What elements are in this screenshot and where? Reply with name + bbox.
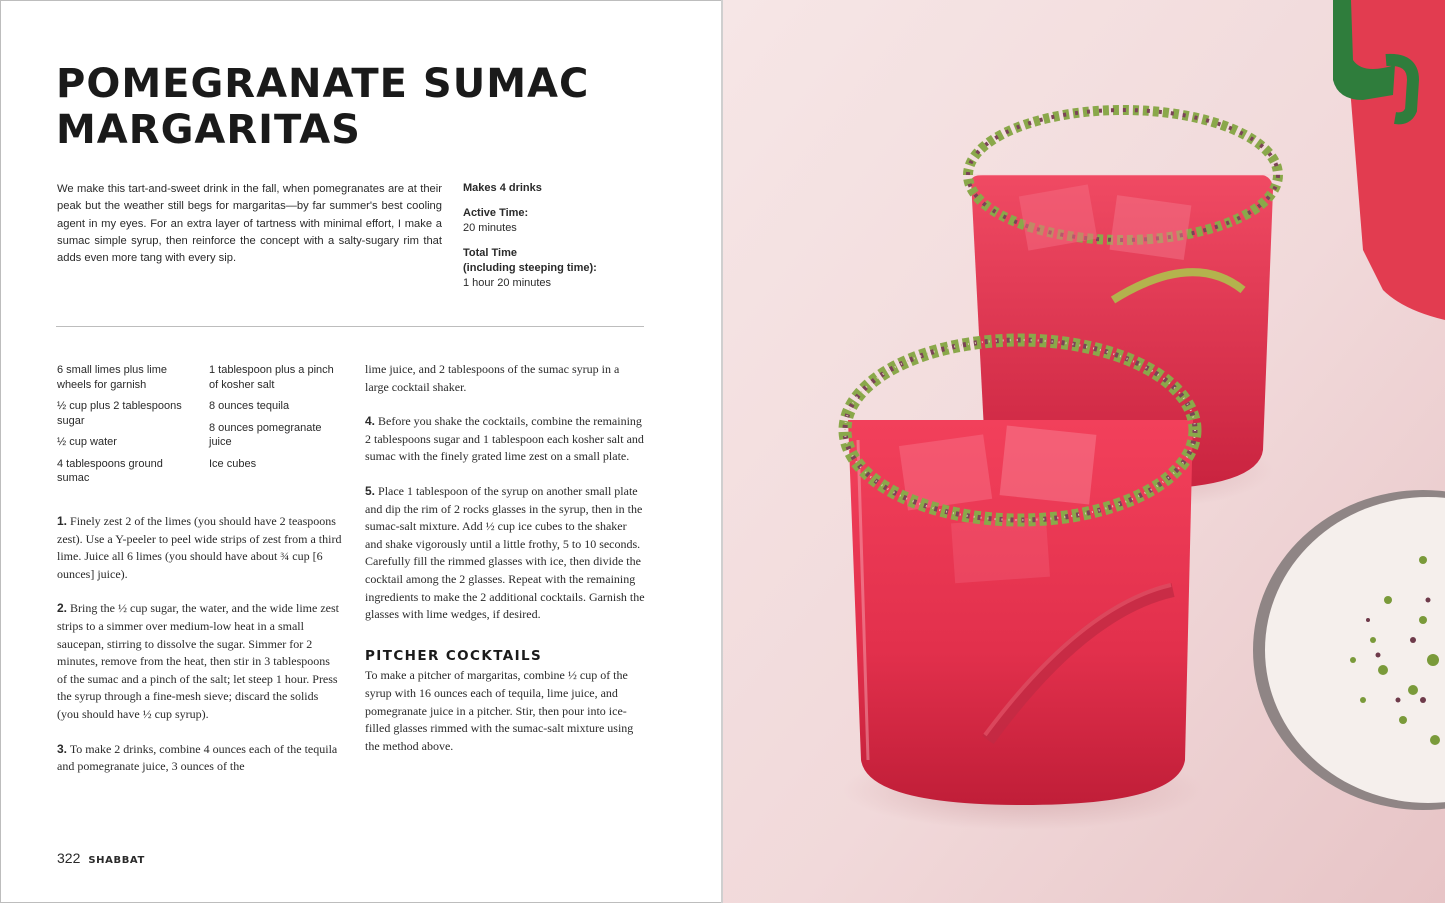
step-text: Bring the ½ cup sugar, the water, and the wide lime zest strips to a simmer over medium-low heat in a small saucepan, stirring to dissolve the sugar. Simmer for 2 minutes, remove from the heat, then stir in 3 tablespoons of the sumac and a pinch of the salt; let steep 1 hour. Press the syrup through a fine-mesh sieve; discard the solids (you should have ½ cup syrup).: [57, 601, 339, 721]
ingredient-item: ½ cup plus 2 tablespoons sugar: [57, 400, 182, 427]
ingredient-item: ½ cup water: [57, 436, 117, 448]
page-number: 322: [57, 850, 81, 866]
step-number: 4.: [365, 414, 376, 429]
step-text: To make 2 drinks, combine 4 ounces each of the tequila and pomegranate juice, 3 ounces of the: [57, 741, 338, 774]
divider: [56, 326, 644, 327]
step-text: lime juice, and 2 tablespoons of the sumac syrup in a large cocktail shaker.: [365, 362, 620, 394]
steps-column-left: [57, 513, 342, 793]
step-text: Place 1 tablespoon of the syrup on another small plate and dip the rim of 2 rocks glasses in the syrup, then in the sumac-salt mixture. Add ½ cup ice cubes to the shaker and shake vigorously until a little frothy, 5 to 10 seconds. Carefully fill the rimmed glasses with ice, then divide the cocktail among the 2 glasses. Repeat with the remaining ingredients to make the 2 additional cocktails. Garnish the glasses with lime wedges, if desired.: [365, 483, 645, 622]
recipe-title: [56, 61, 676, 153]
page-footer: [57, 850, 145, 868]
step-number: 5.: [365, 483, 376, 498]
recipe-meta: [463, 181, 643, 291]
step-number: 1.: [57, 514, 68, 528]
steps-column-right: [365, 361, 645, 772]
step-5: [365, 483, 645, 624]
step-number: 3.: [57, 741, 68, 756]
pitcher-heading: PITCHER COCKTAILS: [365, 647, 543, 664]
step-text: Finely zest 2 of the limes (you should have 2 teaspoons zest). Use a Y-peeler to peel wide strips of zest from a third lime. Juice all 6 limes (you should have about ¾ cup [6 ounces] juice).: [57, 514, 342, 581]
total-time-value: 1 hour 20 minutes: [463, 277, 552, 289]
ingredient-item: 4 tablespoons ground sumac: [57, 457, 163, 484]
ingredient-item: 8 ounces tequila: [209, 400, 290, 412]
ingredients-column-2: [209, 363, 339, 478]
margarita-photo: [723, 0, 1445, 903]
step-2: [57, 600, 342, 723]
title-line-2: MARGARITAS: [56, 107, 361, 153]
step-1: [57, 513, 342, 583]
recipe-intro: We make this tart-and-sweet drink in the fall, when pomegranates are at their peak but the weather still begs for margaritas—by far summer's best cooling agent in my eyes. For an extra layer of tartness with minimal effort, I make a sumac simple syrup, then reinforce the concept with a salty-sugary rim that adds even more tang with every sip.: [57, 183, 442, 265]
step-4: [365, 413, 645, 466]
step-3-continued: [365, 361, 645, 396]
yield-text: Makes 4 drinks: [463, 182, 542, 194]
ingredient-item: Ice cubes: [209, 457, 257, 470]
section-name: SHABBAT: [88, 855, 145, 866]
total-time-sublabel: (including steeping time):: [463, 262, 597, 274]
step-number: 2.: [57, 601, 68, 616]
ingredient-item: 1 tablespoon plus a pinch of kosher salt: [209, 364, 334, 391]
total-time-label: Total Time: [463, 247, 517, 259]
active-time-label: Active Time:: [463, 207, 529, 219]
step-text: Before you shake the cocktails, combine the remaining 2 tablespoons sugar and 1 tablespoon each kosher salt and sumac with the finely grated lime zest on a small plate.: [365, 414, 644, 464]
ingredient-item: 8 ounces pomegranate juice: [209, 421, 322, 448]
recipe-page: [0, 0, 722, 903]
step-3: [57, 741, 342, 776]
ingredients-column-1: [57, 363, 197, 493]
title-line-1: POMEGRANATE SUMAC: [56, 61, 590, 107]
pitcher-text: To make a pitcher of margaritas, combine ½ cup of the syrup with 16 ounces each of tequila, lime juice, and pomegranate juice in a pitcher. Stir, then pour into ice-filled glasses rimmed with the sumac-salt mixture using the method above.: [365, 668, 634, 753]
ingredient-item: 6 small limes plus lime wheels for garnish: [57, 364, 168, 391]
active-time-value: 20 minutes: [463, 222, 517, 234]
